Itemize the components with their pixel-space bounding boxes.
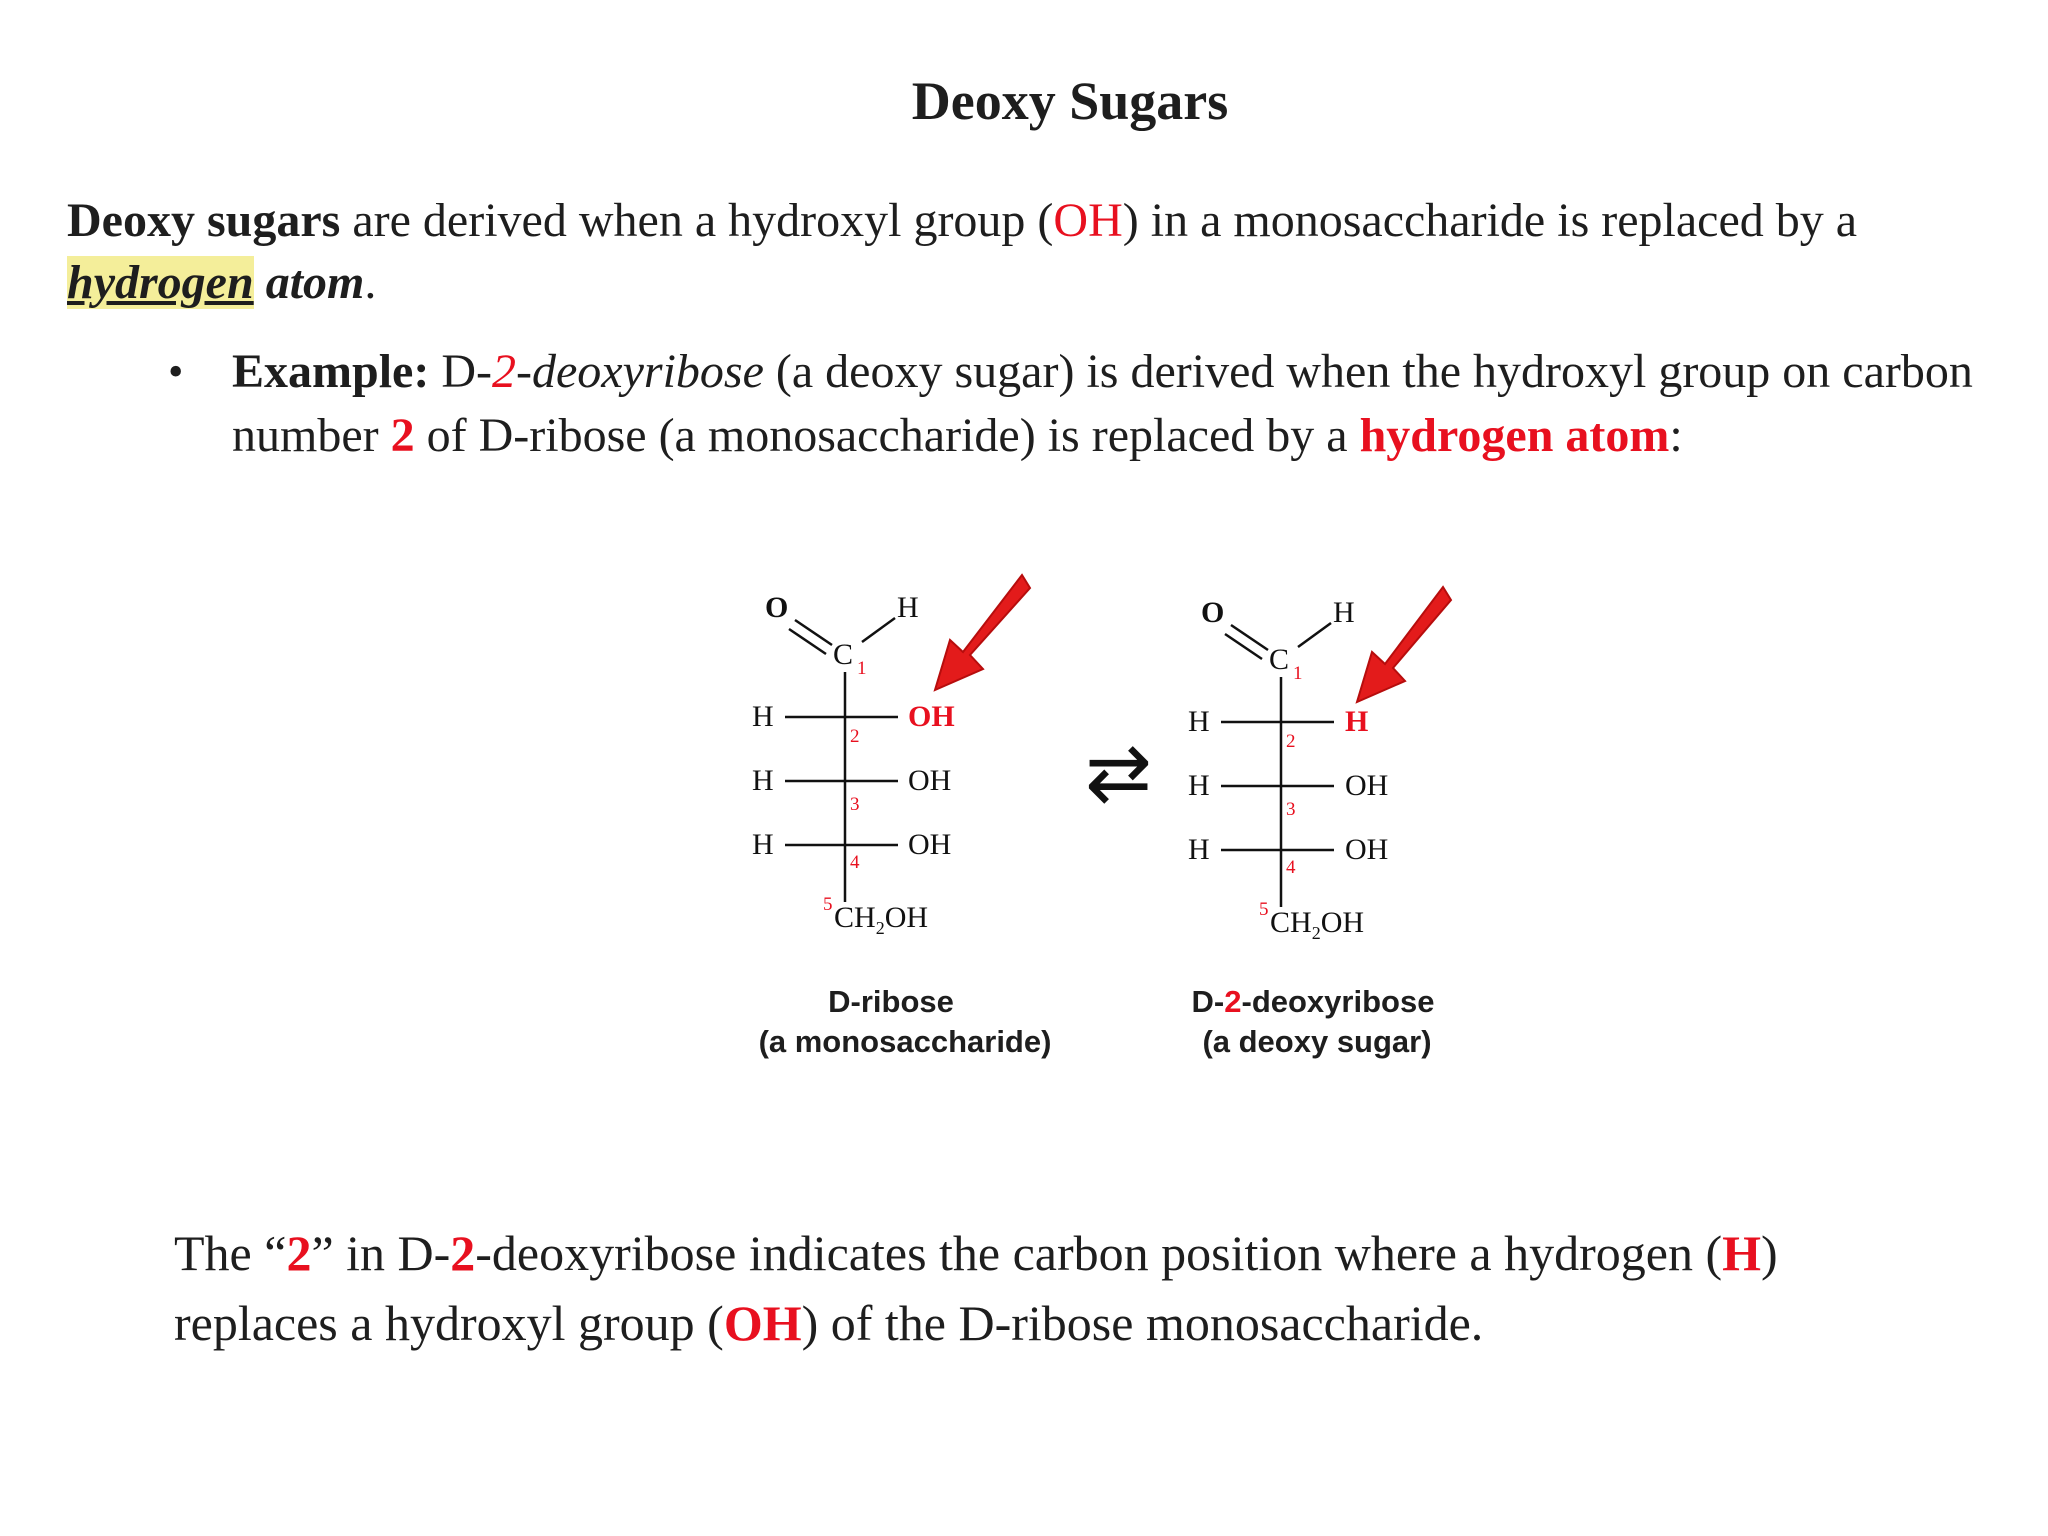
footer-two-1: 2 — [286, 1225, 312, 1281]
ribose-caption-name: D-ribose — [828, 984, 954, 1019]
deoxy-caption-type: (a deoxy sugar) — [1202, 1024, 1432, 1059]
deoxyribose-structure — [1188, 587, 1451, 943]
ribose-pointer-arrow-icon — [935, 575, 1030, 690]
deoxy-c1-number: 1 — [1293, 663, 1303, 684]
ribose-double-bond-1 — [795, 620, 832, 645]
example-hydrogen-atom: hydrogen atom — [1359, 409, 1670, 462]
ribose-structure — [752, 575, 1030, 938]
deoxy-double-bond-1 — [1231, 625, 1268, 650]
deoxy-double-bond-2 — [1225, 634, 1262, 659]
ribose-c5-number: 5 — [823, 894, 833, 915]
footer-text-3: -deoxyribose indicates the carbon position where a hydrogen ( — [475, 1225, 1723, 1281]
ribose-c1: C — [833, 638, 854, 671]
hydrogen-highlight: hydrogen — [67, 256, 254, 309]
bullet-marker: • — [168, 347, 184, 396]
ribose-caption-type: (a monosaccharide) — [758, 1024, 1052, 1059]
deoxy-row4-num: 4 — [1286, 857, 1296, 878]
deoxy-row3-num: 3 — [1286, 799, 1296, 820]
deoxy-row4-left: H — [1188, 833, 1210, 866]
deoxy-ch2oh: $CH_2OH$ — [1270, 906, 1365, 943]
ribose-ch2oh: $CH_2OH$ — [834, 901, 929, 938]
ribose-double-bond-2 — [789, 629, 826, 654]
example-two: 2 — [491, 345, 516, 398]
example-text-2: of D-ribose (a monosaccharide) is replaced by a — [414, 409, 1360, 462]
ribose-c-h-bond — [862, 618, 895, 642]
ribose-row2-right: OH — [908, 700, 955, 733]
ribose-row2-left: H — [752, 700, 774, 733]
deoxy-c5-number: 5 — [1259, 899, 1269, 920]
footer-two-2: 2 — [450, 1225, 476, 1281]
footer-oh: OH — [723, 1295, 802, 1351]
page-title: Deoxy Sugars — [911, 71, 1229, 131]
example-d-prefix: D- — [441, 345, 492, 398]
ribose-row4-left: H — [752, 828, 774, 861]
deoxy-caption-name: D-2-deoxyribose — [1191, 984, 1435, 1019]
footer-text-2: ” in D- — [311, 1225, 451, 1281]
definition-period: . — [364, 256, 377, 309]
deoxy-top-h: H — [1333, 596, 1355, 629]
deoxy-row3-right: OH — [1345, 769, 1389, 802]
footer-paragraph — [174, 1218, 1974, 1358]
deoxy-row3-left: H — [1188, 769, 1210, 802]
deoxy-row4-right: OH — [1345, 833, 1389, 866]
example-colon: : — [1669, 409, 1683, 462]
ribose-oxygen: O — [765, 591, 789, 624]
footer-text-4: ) — [1761, 1225, 1778, 1281]
atom-word: atom — [253, 256, 365, 309]
footer-text-5: replaces a hydroxyl group ( — [174, 1295, 724, 1351]
deoxy-row2-right: H — [1345, 705, 1369, 738]
ribose-row4-num: 4 — [850, 852, 860, 873]
ribose-row3-right: OH — [908, 764, 952, 797]
ribose-row3-num: 3 — [850, 794, 860, 815]
deoxy-oxygen: O — [1201, 596, 1225, 629]
deoxy-row2-left: H — [1188, 705, 1210, 738]
ribose-row4-right: OH — [908, 828, 952, 861]
deoxy-c1: C — [1269, 643, 1290, 676]
ribose-top-h: H — [897, 591, 919, 624]
example-carbon-number: 2 — [390, 409, 415, 462]
footer-text-1: The “ — [174, 1225, 287, 1281]
ribose-c1-number: 1 — [857, 658, 867, 679]
oh-highlight: OH — [1053, 194, 1123, 247]
deoxy-pointer-arrow-icon — [1357, 587, 1451, 702]
example-text-1: (a deoxy sugar) is derived when the hydroxyl group on carbon number — [232, 345, 1973, 462]
footer-text-6: ) of the D-ribose monosaccharide. — [801, 1295, 1484, 1351]
definition-text-2: ) in a monosaccharide is replaced by a — [1122, 194, 1858, 247]
ribose-row3-left: H — [752, 764, 774, 797]
deoxy-c-h-bond — [1298, 623, 1331, 647]
example-deoxyribose: -deoxyribose — [515, 345, 764, 398]
term-deoxy-sugars: Deoxy sugars — [67, 194, 341, 247]
ribose-row2-num: 2 — [850, 726, 860, 747]
equilibrium-arrows-icon: ⇄ — [1085, 726, 1153, 819]
footer-h: H — [1722, 1225, 1762, 1281]
example-label: Example: — [232, 345, 430, 398]
definition-text-1: are derived when a hydroxyl group ( — [340, 194, 1054, 247]
deoxy-row2-num: 2 — [1286, 731, 1296, 752]
